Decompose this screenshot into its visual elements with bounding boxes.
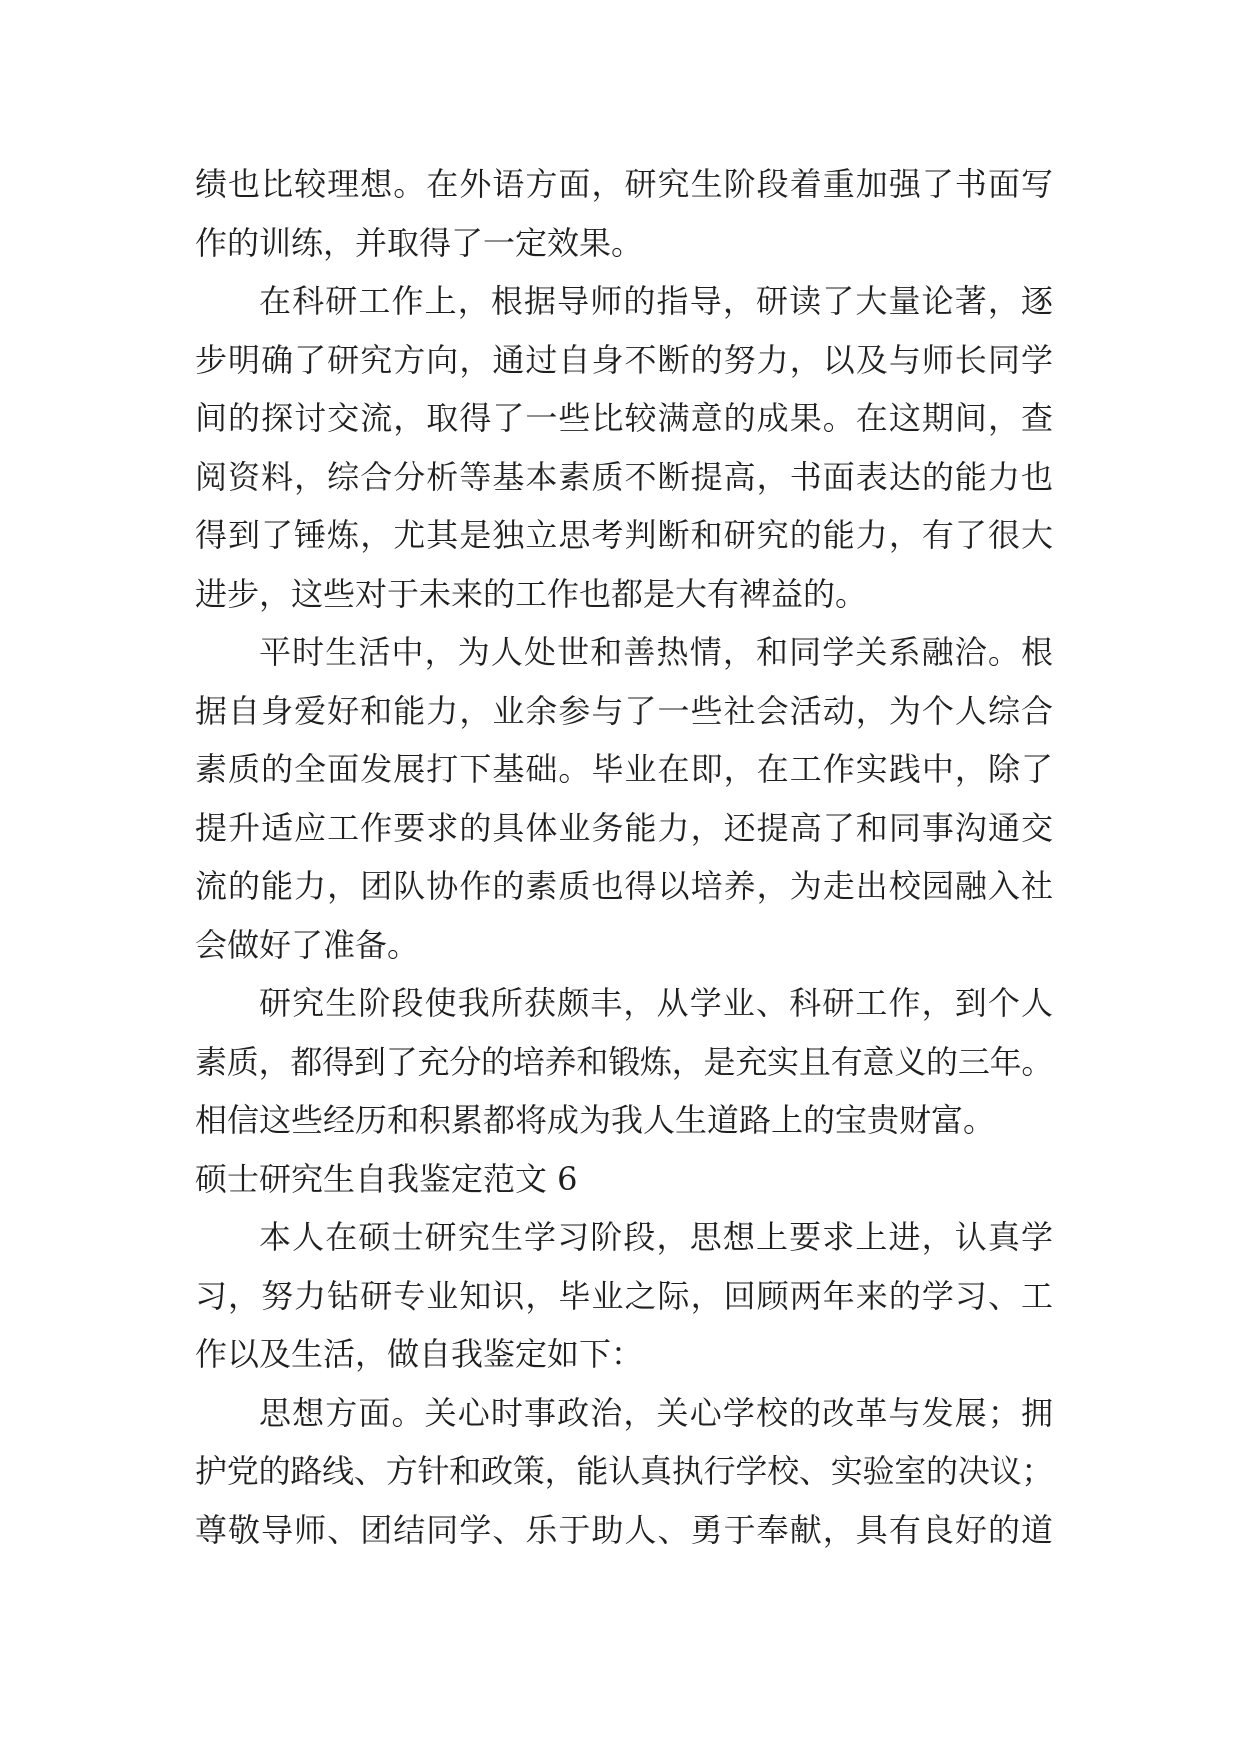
text-line: 提升适应工作要求的具体业务能力，还提高了和同事沟通交 — [195, 808, 1053, 847]
text-line: 尊敬导师、团结同学、乐于助人、勇于奉献，具有良好的道 — [195, 1510, 1053, 1549]
paragraph — [195, 1384, 1053, 1560]
text-line: 得到了锤炼，尤其是独立思考判断和研究的能力，有了很大 — [195, 516, 1053, 554]
paragraph — [195, 623, 1053, 974]
text-line: 本人在硕士研究生学习阶段，思想上要求上进，认真学 — [259, 1218, 1053, 1256]
text-line: 步明确了研究方向，通过自身不断的努力，以及与师长同学 — [195, 340, 1053, 379]
text-line: 绩也比较理想。在外语方面，研究生阶段着重加强了书面写 — [195, 165, 1053, 203]
text-line: 相信这些经历和积累都将成为我人生道路上的宝贵财富。 — [195, 1101, 996, 1139]
text-line: 习，努力钻研专业知识，毕业之际，回顾两年来的学习、工 — [195, 1276, 1053, 1315]
paragraph — [195, 974, 1053, 1150]
text-line: 流的能力，团队协作的素质也得以培养，为走出校园融入社 — [195, 867, 1053, 905]
document-body — [195, 155, 1053, 1559]
text-line: 素质，都得到了充分的培养和锻炼，是充实且有意义的三年。 — [195, 1042, 1053, 1081]
text-line: 进步，这些对于未来的工作也都是大有裨益的。 — [195, 574, 868, 613]
text-line: 护党的路线、方针和政策，能认真执行学校、实验室的决议； — [195, 1452, 1053, 1490]
paragraph — [195, 155, 1053, 272]
text-line: 会做好了准备。 — [195, 925, 420, 964]
text-line: 研究生阶段使我所获颇丰，从学业、科研工作，到个人 — [259, 984, 1053, 1022]
paragraph — [195, 1208, 1053, 1384]
text-line: 据自身爱好和能力，业余参与了一些社会活动，为个人综合 — [195, 691, 1053, 730]
text-line: 在科研工作上，根据导师的指导，研读了大量论著，逐 — [259, 282, 1053, 320]
text-line: 作的训练，并取得了一定效果。 — [195, 223, 644, 262]
text-line: 平时生活中，为人处世和善热情，和同学关系融洽。根 — [259, 633, 1053, 671]
text-line: 作以及生活，做自我鉴定如下： — [195, 1335, 644, 1373]
text-line: 思想方面。关心时事政治，关心学校的改革与发展；拥 — [259, 1393, 1053, 1432]
paragraph — [195, 272, 1053, 623]
text-line: 阅资料，综合分析等基本素质不断提高，书面表达的能力也 — [195, 457, 1053, 496]
section-heading: 硕士研究生自我鉴定范文 6 — [195, 1159, 578, 1198]
text-line: 间的探讨交流，取得了一些比较满意的成果。在这期间，查 — [195, 399, 1053, 437]
text-line: 素质的全面发展打下基础。毕业在即，在工作实践中，除了 — [195, 750, 1053, 788]
